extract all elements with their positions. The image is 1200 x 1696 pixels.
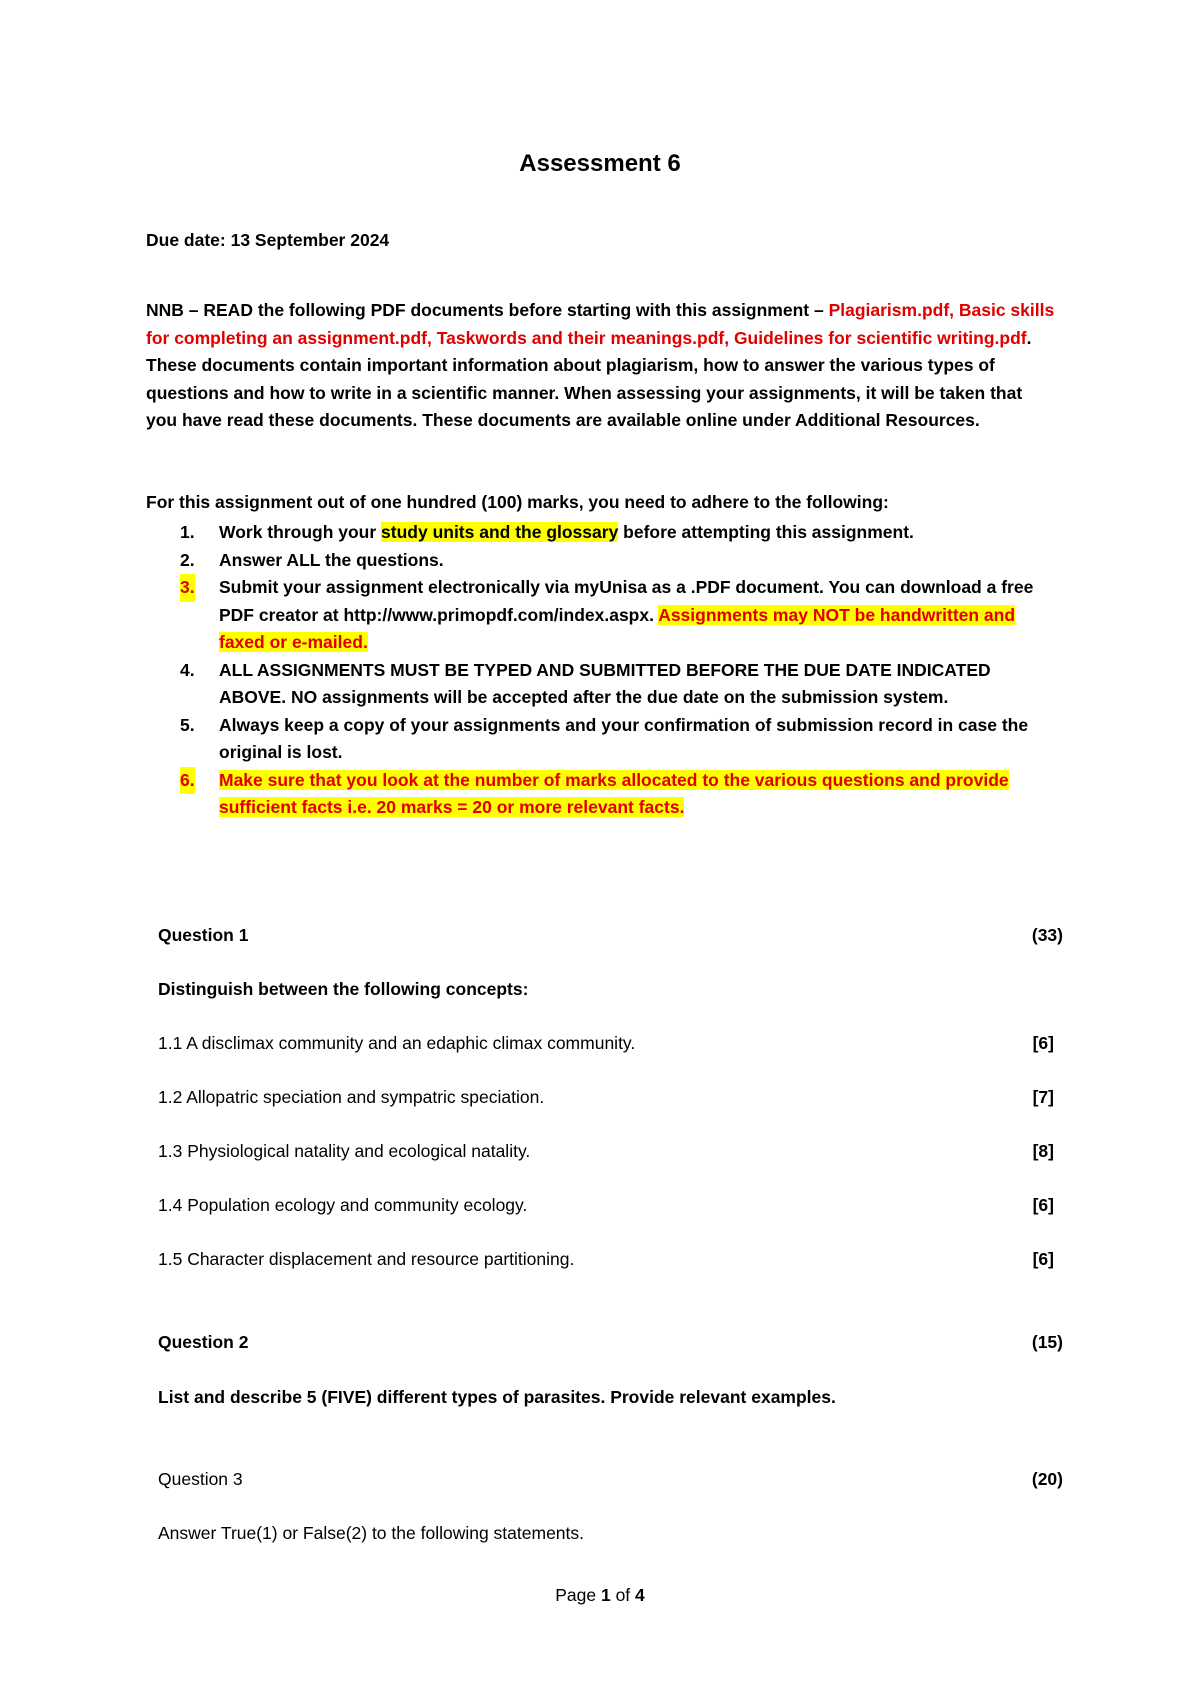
question-label: Question 1 — [158, 925, 249, 945]
question-1-heading — [158, 925, 1063, 946]
rule-text: Always keep a copy of your assignments and your confirmation of submission record in case the original is lost. — [219, 714, 1029, 762]
rule-warning: Assignments may NOT be handwritten and faxed or e-mailed. — [219, 604, 1016, 652]
rule-text: Work through your — [219, 522, 382, 542]
instructions-intro: For this assignment out of one hundred (100) marks, you need to adhere to the following: — [146, 492, 889, 512]
item-text: 1.4 Population ecology and community ecology. — [158, 1195, 528, 1215]
question-item — [158, 1141, 1054, 1162]
nnb-rest: . These documents contain important information about plagiarism, how to answer the various types of questions and how to write in a scientific manner. When assessing your assignments, it will be taken that you have read these documents. These documents are available online under Additional Resources. — [146, 327, 1032, 430]
list-item — [180, 712, 1060, 767]
item-marks: [6] — [1032, 1033, 1054, 1053]
item-marks: [6] — [1032, 1195, 1054, 1215]
item-marks: [6] — [1032, 1249, 1054, 1269]
item-marks: [7] — [1032, 1087, 1054, 1107]
rule-text: ALL ASSIGNMENTS MUST BE TYPED AND SUBMITTED BEFORE THE DUE DATE INDICATED ABOVE. NO assignments will be accepted after the due date on the submission system. — [219, 659, 991, 707]
nnb-notice — [146, 297, 1056, 435]
list-number: 1. — [180, 522, 195, 542]
nnb-lead: NNB – READ the following PDF documents before starting with this assignment – — [146, 300, 829, 320]
list-number: 3. — [180, 574, 195, 602]
question-item — [158, 1087, 1054, 1108]
total-pages: 4 — [635, 1585, 645, 1605]
rule-text: Answer ALL the questions. — [219, 549, 444, 570]
item-marks: [8] — [1032, 1141, 1054, 1161]
question-2-instruction: List and describe 5 (FIVE) different types of parasites. Provide relevant examples. — [158, 1387, 836, 1407]
list-number: 4. — [180, 659, 195, 680]
list-number: 5. — [180, 714, 195, 735]
question-3-instruction: Answer True(1) or False(2) to the following statements. — [158, 1523, 585, 1543]
due-date: Due date: 13 September 2024 — [146, 230, 390, 250]
question-marks: (33) — [1031, 925, 1063, 945]
page-of: of — [610, 1585, 636, 1605]
rule-highlight: study units and the glossary — [381, 522, 619, 542]
list-number: 2. — [180, 549, 195, 570]
question-item — [158, 1249, 1054, 1270]
rule-warning: Make sure that you look at the number of marks allocated to the various questions and provide sufficient facts i.e. 20 marks = 20 or more relevant facts. — [219, 769, 1009, 817]
page-footer — [0, 1585, 1200, 1606]
question-item — [158, 1033, 1054, 1054]
current-page: 1 — [600, 1585, 611, 1605]
instruction-list — [180, 519, 1060, 822]
rule-text-end: before attempting this assignment. — [618, 522, 914, 542]
question-marks: (20) — [1031, 1469, 1063, 1489]
question-item — [158, 1195, 1054, 1216]
list-item — [180, 519, 1060, 547]
rule-text: Submit your assignment electronically via myUnisa as a .PDF document. You can download a free PDF creator at http://www.primopdf.com/index.aspx. — [219, 577, 1034, 625]
question-2-heading — [158, 1332, 1063, 1353]
question-marks: (15) — [1031, 1332, 1063, 1352]
question-3-heading — [158, 1469, 1063, 1490]
list-item — [180, 767, 1060, 822]
list-item — [180, 574, 1060, 657]
item-text: 1.1 A disclimax community and an edaphic climax community. — [158, 1033, 636, 1053]
item-text: 1.5 Character displacement and resource partitioning. — [158, 1249, 575, 1269]
item-text: 1.2 Allopatric speciation and sympatric speciation. — [158, 1087, 545, 1107]
list-item — [180, 547, 1060, 575]
nnb-documents: Plagiarism.pdf, Basic skills for completing an assignment.pdf, Taskwords and their meanings.pdf, Guidelines for scientific writing.pdf — [146, 300, 1055, 348]
item-text: 1.3 Physiological natality and ecological natality. — [158, 1141, 531, 1161]
list-item — [180, 657, 1060, 712]
question-label: Question 2 — [158, 1332, 249, 1352]
question-label: Question 3 — [158, 1469, 243, 1489]
list-number: 6. — [180, 767, 195, 795]
page-label: Page — [555, 1585, 601, 1605]
question-1-instruction: Distinguish between the following concepts: — [158, 979, 529, 999]
document-title: Assessment 6 — [519, 150, 681, 177]
